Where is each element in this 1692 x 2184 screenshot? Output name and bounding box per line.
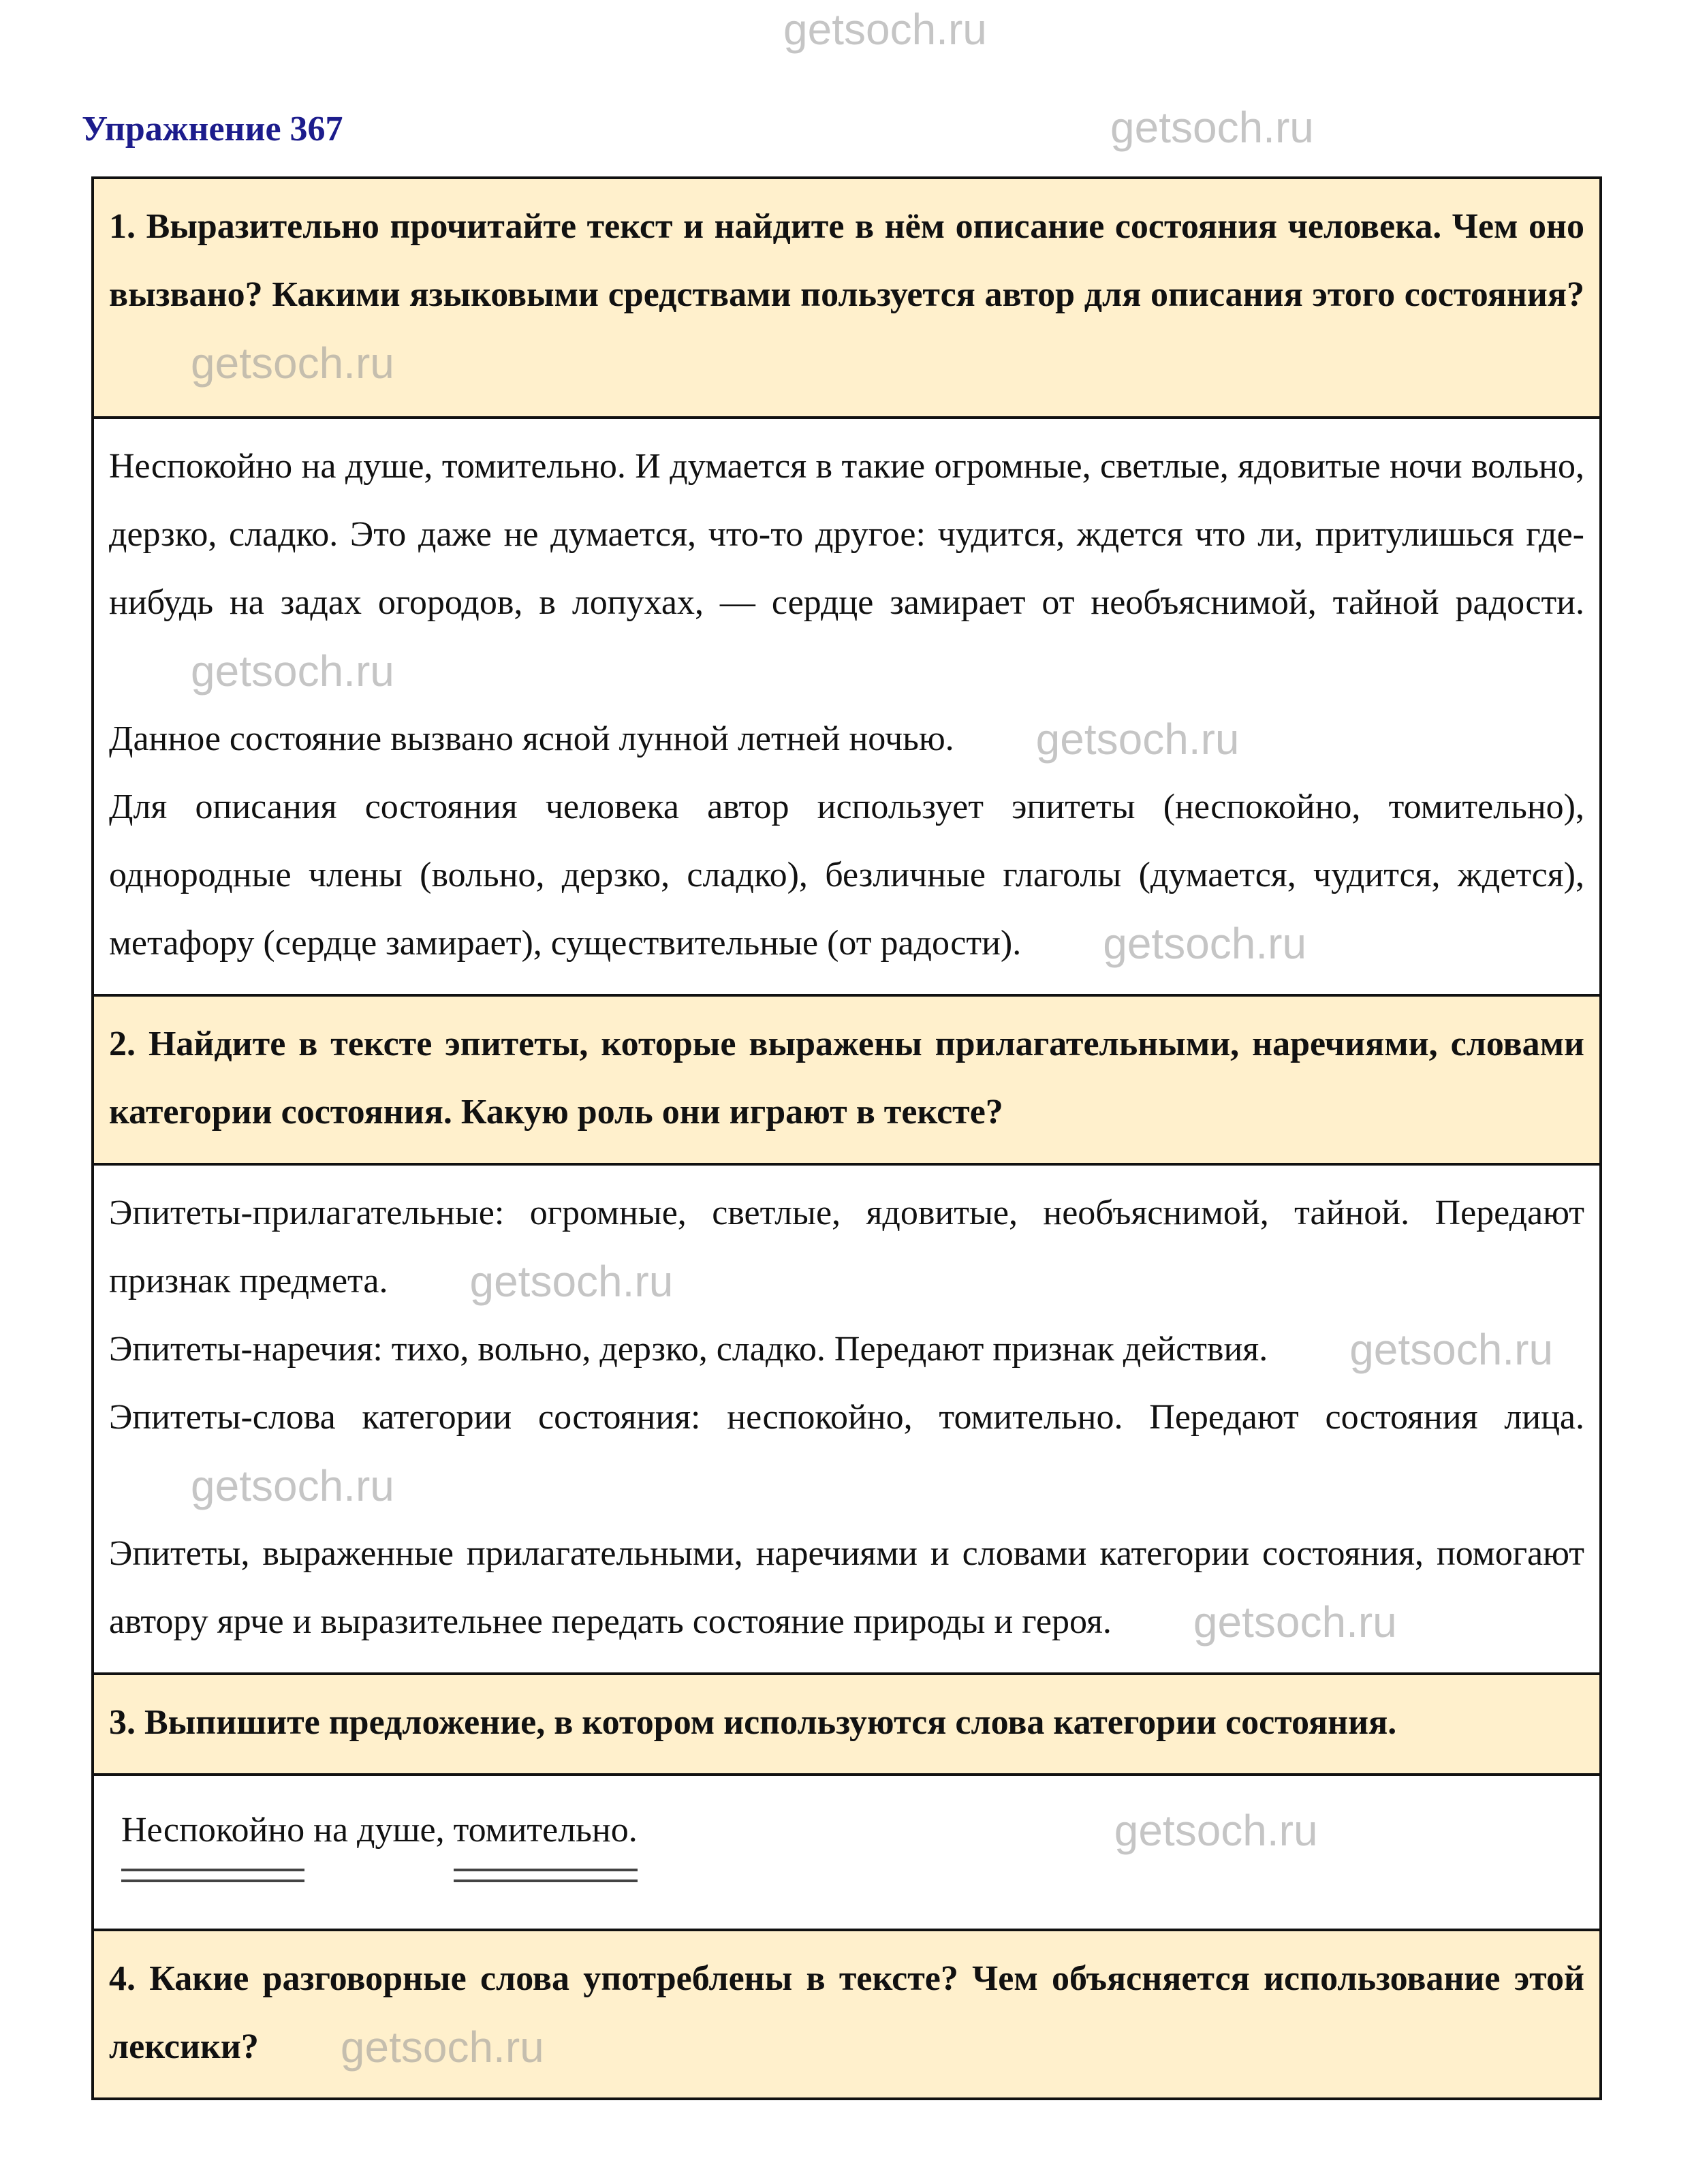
watermark: getsoch.ru	[1349, 1325, 1554, 1374]
answer-text: Неспокойно на душе, томительно. И думается в такие огромные, светлые, ядовитые ночи вольно, дерзко, сладко. Это даже не думается, что-то другое: чудится, ждется что ли, притулишься где-нибудь на задах огородов, в лопухах, — сердце замирает от необъяснимой, тайной радости.	[109, 447, 1584, 622]
answer-paragraph	[109, 1384, 1584, 1520]
watermark: getsoch.ru	[191, 646, 394, 696]
answer-paragraph	[109, 1315, 1584, 1384]
answer-text: Эпитеты-наречия: тихо, вольно, дерзко, сладко. Передают признак действия.	[109, 1330, 1268, 1369]
watermark: getsoch.ru	[1103, 919, 1307, 968]
question-3	[94, 1672, 1599, 1773]
watermark: getsoch.ru	[191, 1461, 394, 1510]
answer-1	[94, 416, 1599, 994]
question-text: 2. Найдите в тексте эпитеты, которые выражены прилагательными, наречиями, словами категории состояния. Какую роль они играют в тексте?	[109, 1025, 1584, 1132]
answer-text: на душе,	[304, 1811, 454, 1850]
watermark: getsoch.ru	[1114, 1806, 1318, 1855]
underlined-word: томительно.	[454, 1796, 638, 1865]
answer-paragraph	[109, 773, 1584, 978]
watermark: getsoch.ru	[1193, 1597, 1397, 1647]
watermark: getsoch.ru	[1035, 715, 1240, 764]
question-text: 4. Какие разговорные слова употреблены в тексте? Чем объясняется использование этой лексики?	[109, 1959, 1584, 2066]
answer-paragraph	[109, 433, 1584, 705]
answer-paragraph	[109, 705, 1584, 773]
answer-text: Для описания состояния человека автор использует эпитеты (неспокойно, томительно), однородные члены (вольно, дерзко, сладко), безличные глаголы (думается, чудится, ждется), метафору (сердце замирает), существительные (от радости).	[109, 787, 1584, 963]
answer-text: Эпитеты, выраженные прилагательными, наречиями и словами категории состояния, помогают автору ярче и выразительнее передать состояние природы и героя.	[109, 1534, 1584, 1641]
answer-paragraph	[109, 1520, 1584, 1656]
answer-text: Эпитеты-прилагательные: огромные, светлые, ядовитые, необъяснимой, тайной. Передают признак предмета.	[109, 1194, 1584, 1300]
answer-text: Данное состояние вызвано ясной лунной летней ночью.	[109, 719, 954, 758]
underlined-word: Неспокойно	[121, 1796, 304, 1865]
question-4	[94, 1929, 1599, 2097]
answer-3	[94, 1773, 1599, 1929]
watermark: getsoch.ru	[340, 2023, 544, 2072]
watermark: getsoch.ru	[783, 5, 987, 54]
answer-paragraph	[109, 1179, 1584, 1315]
question-text: 1. Выразительно прочитайте текст и найдите в нём описание состояния человека. Чем оно вызвано? Какими языковыми средствами пользуется автор для описания этого состояния?	[109, 207, 1584, 314]
question-2	[94, 994, 1599, 1163]
answer-text: Эпитеты-слова категории состояния: неспокойно, томительно. Передают состояния лица.	[109, 1398, 1584, 1437]
watermark: getsoch.ru	[191, 339, 394, 388]
watermark: getsoch.ru	[469, 1257, 674, 1306]
exercise-title: Упражнение 367	[82, 110, 343, 149]
exercise-table	[91, 176, 1602, 2100]
watermark: getsoch.ru	[1110, 103, 1314, 152]
question-text: 3. Выпишите предложение, в котором используются слова категории состояния.	[109, 1703, 1397, 1742]
answer-2	[94, 1163, 1599, 1672]
question-1	[94, 179, 1599, 416]
